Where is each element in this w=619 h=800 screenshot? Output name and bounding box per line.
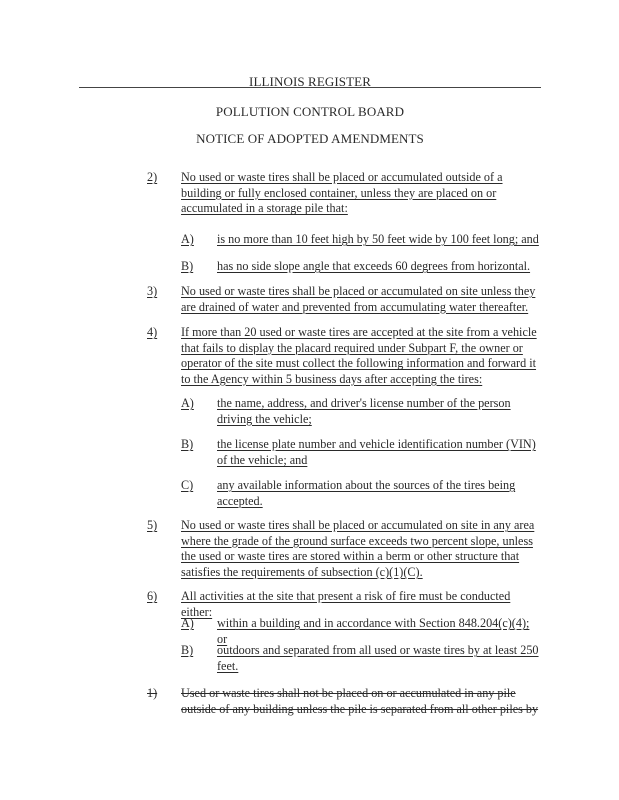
item-number: 5) — [147, 518, 158, 532]
item-number: 6) — [147, 589, 158, 603]
item-number: A) — [181, 396, 194, 410]
item-text: has no side slope angle that exceeds 60 degrees from horizontal. — [217, 259, 531, 273]
item-text: If more than 20 used or waste tires are accepted at the site from a vehicle that fails to display the placard required under Subpart F, the owner or operator of the site must collect the following information and forward it to the Agency within 5 business days after accepting the tires: — [181, 325, 537, 386]
item-number: B) — [181, 437, 194, 451]
item-text: the license plate number and vehicle identification number (VIN) of the vehicle; and — [217, 437, 536, 467]
item-number: C) — [181, 478, 194, 492]
notice-title: NOTICE OF ADOPTED AMENDMENTS — [196, 131, 424, 146]
item-text: any available information about the sources of the tires being accepted. — [217, 478, 516, 508]
item-text: All activities at the site that present a risk of fire must be conducted either: — [181, 589, 511, 619]
header-rule — [79, 87, 541, 88]
item-number: A) — [181, 616, 194, 630]
item-text: within a building and in accordance with Section 848.204(c)(4); or — [217, 616, 530, 646]
item-number: 2) — [147, 170, 158, 184]
item-number: 1) — [147, 686, 158, 700]
item-text: the name, address, and driver's license number of the person driving the vehicle; — [217, 396, 511, 426]
register-title: ILLINOIS REGISTER — [249, 74, 371, 89]
item-number: B) — [181, 259, 194, 273]
item-number: 4) — [147, 325, 158, 339]
item-text: outdoors and separated from all used or waste tires by at least 250 feet. — [217, 643, 539, 673]
item-number: 3) — [147, 284, 158, 298]
item-number: B) — [181, 643, 194, 657]
item-text: Used or waste tires shall not be placed on or accumulated in any pile outside of any building unless the pile is separated from all other piles by — [181, 686, 539, 716]
item-text: No used or waste tires shall be placed or accumulated outside of a building or fully enclosed container, unless they are placed on or accumulated in a storage pile that: — [181, 170, 503, 216]
item-text: is no more than 10 feet high by 50 feet wide by 100 feet long; and — [217, 232, 539, 246]
item-text: No used or waste tires shall be placed or accumulated on site unless they are drained of water and prevented from accumulating water thereafter. — [181, 284, 536, 314]
board-title: POLLUTION CONTROL BOARD — [215, 104, 405, 119]
item-text: No used or waste tires shall be placed or accumulated on site in any area where the grade of the ground surface exceeds two percent slope, unless the used or waste tires are stored within a berm or other structure that satisfies the requirements of subsection (c)(1)(C). — [181, 518, 535, 579]
item-number: A) — [181, 232, 194, 246]
